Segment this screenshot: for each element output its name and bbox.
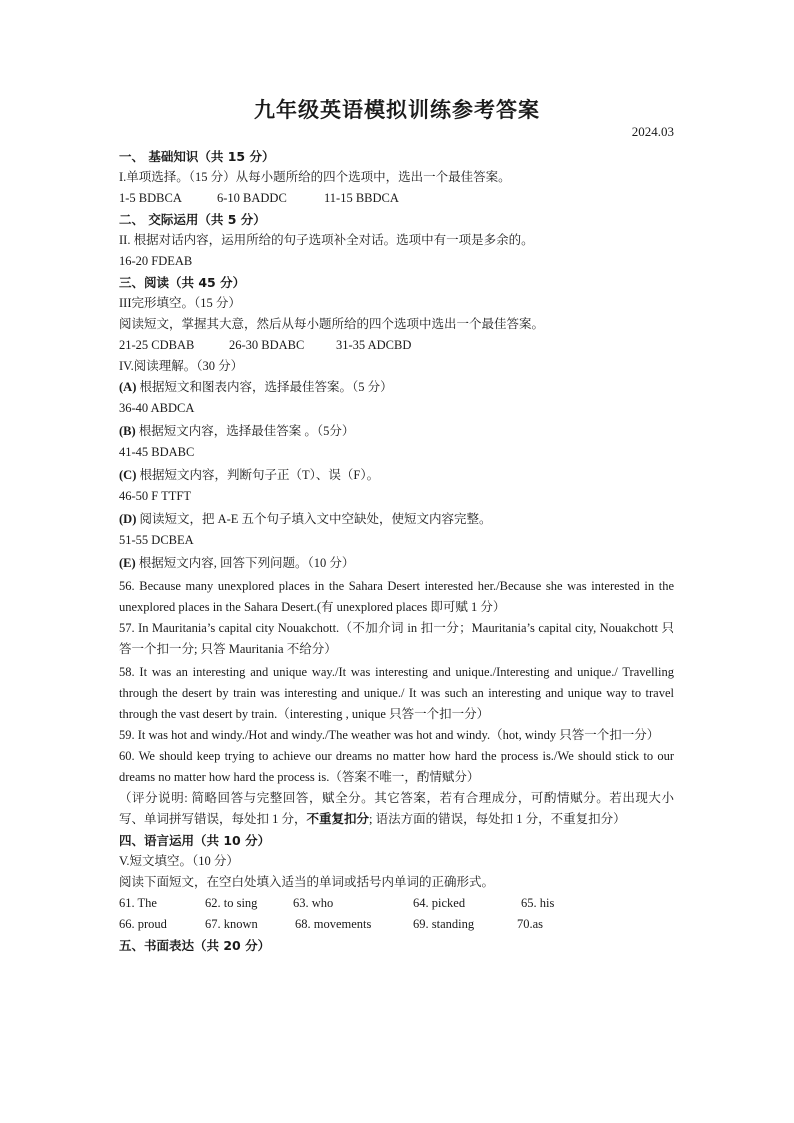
- document-body: [119, 146, 674, 956]
- answer-group: 41-45 BDABC: [119, 445, 195, 459]
- answer-row-61-65: [119, 893, 674, 914]
- answer-group: 46-50 F TTFT: [119, 489, 191, 503]
- question-description-3: 阅读短文，掌握其大意，然后从每小题所给的四个选项中选出一个最佳答案。: [119, 317, 545, 331]
- subsection-text: 根据短文内容，判断句子正（T）、误（F）。: [136, 468, 380, 482]
- scoring-note: [119, 788, 674, 830]
- subsection-label: (A): [119, 380, 137, 394]
- answer-item: 66. proud: [119, 917, 167, 931]
- answer-58: 58. It was an interesting and unique way./It was interesting and unique./Interesting and unique./ Travelling through the desert by train was interesting and unique./ It was such an interesting and unique way to travel through the vast desert by train.（interesting , unique 只答一个扣一分）: [119, 665, 674, 721]
- section-heading-reading: 三、阅读（共 45 分）: [119, 275, 246, 290]
- answer-group: 26-30 BDABC: [229, 338, 305, 352]
- scoring-note-text: （评分说明: 简略回答与完整回答，赋全分。其它答案，若有合理成分，可酌情赋分。若出现大小写、单词拼写错误，每处扣 1 分，: [119, 791, 674, 826]
- answer-group: 16-20 FDEAB: [119, 254, 193, 268]
- question-instruction-3: III完形填空。（15 分）: [119, 296, 241, 310]
- subsection-text: 根据短文和图表内容，选择最佳答案。（5 分）: [136, 380, 393, 394]
- answer-56: 56. Because many unexplored places in the Sahara Desert interested her./Because she was interested in the unexplored places in the Sahara Desert.(有 unexplored places 即可赋 1 分）: [119, 579, 674, 614]
- question-instruction-5: V.短文填空。（10 分）: [119, 854, 239, 868]
- subsection-label: (B): [119, 424, 136, 438]
- subsection-text: 阅读短文，把 A-E 五个句子填入文中空缺处，使短文内容完整。: [136, 512, 492, 526]
- question-instruction-1: I.单项选择。（15 分）从每小题所给的四个选项中，选出一个最佳答案。: [119, 170, 511, 184]
- answer-59: 59. It was hot and windy./Hot and windy./The weather was hot and windy.（hot, windy 只答一个扣一分）: [119, 728, 660, 742]
- section-heading-writing: 五、书面表达（共 20 分）: [119, 938, 271, 953]
- question-description-5: 阅读下面短文，在空白处填入适当的单词或括号内单词的正确形式。: [119, 875, 495, 889]
- section-heading-basic-knowledge: 一、 基础知识（共 15 分）: [119, 149, 275, 164]
- answer-item: 63. who: [293, 896, 334, 910]
- subsection-e: [119, 553, 674, 574]
- answer-item: 61. The: [119, 896, 157, 910]
- subsection-a: [119, 377, 674, 398]
- answer-group: 36-40 ABDCA: [119, 401, 195, 415]
- answer-item: 62. to sing: [205, 896, 258, 910]
- question-instruction-2: II. 根据对话内容，运用所给的句子选项补全对话。选项中有一项是多余的。: [119, 233, 534, 247]
- answer-group: 6-10 BADDC: [217, 191, 287, 205]
- answer-item: 70.as: [517, 917, 544, 931]
- subsection-d: [119, 509, 674, 530]
- question-instruction-4: IV.阅读理解。（30 分）: [119, 359, 244, 373]
- answer-group: 1-5 BDBCA: [119, 191, 182, 205]
- subsection-label: (D): [119, 512, 137, 526]
- answer-item: 65. his: [521, 896, 555, 910]
- answer-group: 11-15 BBDCA: [324, 191, 399, 205]
- scoring-note-bold: 不重复扣分: [306, 812, 370, 826]
- answer-row-1-15: [119, 188, 674, 209]
- subsection-c: [119, 465, 674, 486]
- answer-item: 67. known: [205, 917, 258, 931]
- subsection-text: 根据短文内容, 回答下列问题。（10 分）: [135, 556, 355, 570]
- page-title: 九年级英语模拟训练参考答案: [254, 98, 540, 122]
- subsection-label: (E): [119, 556, 136, 570]
- scoring-note-text: ; 语法方面的错误，每处扣 1 分，不重复扣分）: [369, 812, 626, 826]
- answer-group: 51-55 DCBEA: [119, 533, 194, 547]
- subsection-b: [119, 421, 674, 442]
- subsection-text: 根据短文内容，选择最佳答案 。（5分）: [135, 424, 355, 438]
- answer-row-21-35: [119, 335, 674, 356]
- document-date: 2024.03: [631, 124, 674, 139]
- answer-60: 60. We should keep trying to achieve our dreams no matter how hard the process is./We should stick to our dreams no matter how hard the process is.（答案不唯一，酌情赋分）: [119, 749, 674, 784]
- answer-57: 57. In Mauritania’s capital city Nouakchott.（不加介词 in 扣一分；Mauritania’s capital city, Nouakchott 只答一个扣一分; 只答 Mauritania 不给分）: [119, 621, 674, 656]
- answer-row-66-70: [119, 914, 674, 935]
- subsection-label: (C): [119, 468, 137, 482]
- answer-item: 69. standing: [413, 917, 475, 931]
- answer-item: 64. picked: [413, 896, 466, 910]
- answer-group: 21-25 CDBAB: [119, 338, 195, 352]
- answer-item: 68. movements: [295, 917, 372, 931]
- section-heading-language-use: 四、语言运用（共 10 分）: [119, 833, 271, 848]
- answer-group: 31-35 ADCBD: [336, 338, 412, 352]
- section-heading-communication: 二、 交际运用（共 5 分）: [119, 212, 266, 227]
